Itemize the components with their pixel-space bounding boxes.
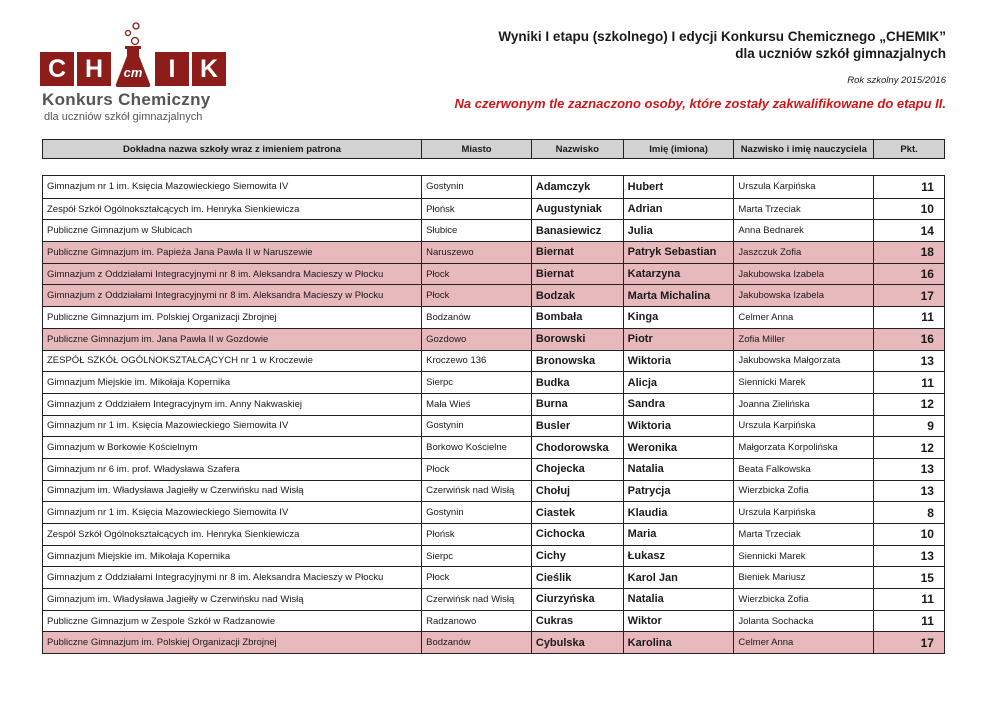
cell-city: Gozdowo [421,329,531,350]
cell-points: 17 [873,632,944,653]
cell-school: Gimnazjum z Oddziałami Integracyjnymi nr 8 im. Aleksandra Macieszy w Płocku [47,290,384,302]
cell-points: 9 [873,416,944,437]
cell-points: 17 [873,285,944,306]
cell-name: Karol Jan [623,567,734,588]
cell-points: 8 [873,502,944,523]
cell-name: Wiktor [623,611,734,632]
cell-name: Marta Michalina [623,285,734,306]
cell-points: 13 [873,481,944,502]
cell-points: 16 [873,264,944,285]
logo-letter-c: C [40,52,74,86]
cell-city: Czerwińsk nad Wisłą [421,481,531,502]
table-row [43,198,944,220]
cell-points: 10 [873,199,944,220]
cell-surname: Budka [531,372,623,393]
cell-teacher: Celmer Anna [733,307,873,328]
cell-teacher: Jakubowska Izabela [733,264,873,285]
cell-surname: Chojecka [531,459,623,480]
cell-school: Gimnazjum im. Władysława Jagiełły w Czerwińsku nad Wisłą [47,485,304,497]
cell-school: Gimnazjum z Oddziałami Integracyjnymi nr 8 im. Aleksandra Macieszy w Płocku [47,572,384,584]
cell-teacher: Jakubowska Małgorzata [733,351,873,372]
cell-surname: Biernat [531,264,623,285]
cell-surname: Chołuj [531,481,623,502]
flask-icon [114,52,152,86]
table-row [43,566,944,588]
table-row [43,631,944,653]
logo-letter-k: K [192,52,226,86]
cell-name: Maria [623,524,734,545]
logo-subtitle: dla uczniów szkół gimnazjalnych [44,111,203,123]
cell-school: ZESPÓŁ SZKÓŁ OGÓLNOKSZTAŁCĄCYCH nr 1 w Kroczewie [47,355,313,367]
cell-name: Klaudia [623,502,734,523]
table-header [42,139,945,159]
cell-points: 11 [873,307,944,328]
table-row [43,219,944,241]
table-row [43,306,944,328]
cell-surname: Adamczyk [531,176,623,198]
cell-points: 12 [873,394,944,415]
cell-surname: Biernat [531,242,623,263]
cell-teacher: Celmer Anna [733,632,873,653]
cell-city: Kroczewo 136 [421,351,531,372]
cell-school: Gimnazjum nr 1 im. Księcia Mazowieckiego Siemowita IV [47,507,289,519]
cell-name: Piotr [623,329,734,350]
cell-surname: Cichy [531,546,623,567]
table-row [43,610,944,632]
cell-teacher: Wierzbicka Zofia [733,481,873,502]
results-table [42,175,945,654]
table-row [43,588,944,610]
cell-teacher: Marta Trzeciak [733,199,873,220]
cell-name: Natalia [623,589,734,610]
cell-city: Bodzanów [421,632,531,653]
cell-name: Alicja [623,372,734,393]
cell-teacher: Joanna Zielińska [733,394,873,415]
cell-teacher: Urszula Karpińska [733,502,873,523]
cell-school: Publiczne Gimnazjum w Zespole Szkół w Radzanowie [47,615,276,627]
cell-teacher: Jakubowska Izabela [733,285,873,306]
cell-city: Płock [421,285,531,306]
cell-name: Weronika [623,437,734,458]
cell-name: Karolina [623,632,734,653]
cell-teacher: Siennicki Marek [733,546,873,567]
cell-city: Naruszewo [421,242,531,263]
cell-name: Julia [623,220,734,241]
logo-letter-cm: cm [123,65,143,80]
cell-city: Słubice [421,220,531,241]
cell-surname: Burna [531,394,623,415]
cell-school: Publiczne Gimnazjum im. Papieża Jana Pawła II w Naruszewie [47,246,313,258]
title-line-2: dla uczniów szkół gimnazjalnych [735,46,946,61]
cell-city: Radzanowo [421,611,531,632]
cell-school: Gimnazjum w Borkowie Kościelnym [47,442,198,454]
cell-surname: Bombała [531,307,623,328]
cell-name: Patrycja [623,481,734,502]
cell-teacher: Jolanta Sochacka [733,611,873,632]
cell-teacher: Marta Trzeciak [733,524,873,545]
cell-teacher: Jaszczuk Zofia [733,242,873,263]
cell-teacher: Siennicki Marek [733,372,873,393]
cell-name: Sandra [623,394,734,415]
cell-surname: Banasiewicz [531,220,623,241]
cell-city: Gostynin [421,502,531,523]
cell-points: 11 [873,589,944,610]
cell-city: Mała Wieś [421,394,531,415]
cell-points: 16 [873,329,944,350]
cell-city: Sierpc [421,372,531,393]
cell-school: Gimnazjum nr 1 im. Księcia Mazowieckiego Siemowita IV [47,420,289,432]
table-row [43,371,944,393]
cell-city: Płońsk [421,524,531,545]
cell-school: Zespół Szkół Ogólnokształcących im. Henryka Sienkiewicza [47,528,300,540]
table-row [43,328,944,350]
chemik-logo [40,20,220,130]
cell-city: Płock [421,459,531,480]
cell-teacher: Zofia Miller [733,329,873,350]
cell-city: Gostynin [421,416,531,437]
col-city: Miasto [421,140,531,158]
table-row [43,176,944,198]
cell-name: Wiktoria [623,351,734,372]
cell-surname: Chodorowska [531,437,623,458]
cell-points: 10 [873,524,944,545]
cell-name: Kinga [623,307,734,328]
cell-surname: Cieślik [531,567,623,588]
logo-title: Konkurs Chemiczny [42,90,211,109]
cell-surname: Ciastek [531,502,623,523]
cell-school: Zespół Szkół Ogólnokształcących im. Henryka Sienkiewicza [47,203,300,215]
table-row [43,393,944,415]
cell-school: Gimnazjum z Oddziałem Integracyjnym im. Anny Nakwaskiej [47,398,303,410]
cell-name: Natalia [623,459,734,480]
table-row [43,458,944,480]
cell-school: Gimnazjum z Oddziałami Integracyjnymi nr 8 im. Aleksandra Macieszy w Płocku [47,268,384,280]
table-row [43,350,944,372]
cell-city: Płock [421,264,531,285]
cell-teacher: Anna Bednarek [733,220,873,241]
cell-name: Łukasz [623,546,734,567]
cell-points: 11 [873,372,944,393]
cell-city: Czerwińsk nad Wisłą [421,589,531,610]
col-points: Pkt. [873,140,944,158]
table-row [43,480,944,502]
cell-teacher: Beata Falkowska [733,459,873,480]
cell-city: Bodzanów [421,307,531,328]
cell-surname: Borowski [531,329,623,350]
cell-teacher: Bieniek Mariusz [733,567,873,588]
qualification-notice: Na czerwonym tle zaznaczono osoby, które zostały zakwalifikowane do etapu II. [454,96,946,111]
cell-points: 12 [873,437,944,458]
cell-teacher: Urszula Karpińska [733,416,873,437]
school-year: Rok szkolny 2015/2016 [847,75,946,86]
cell-city: Sierpc [421,546,531,567]
logo-letter-h: H [77,52,111,86]
cell-points: 18 [873,242,944,263]
cell-name: Patryk Sebastian [623,242,734,263]
cell-city: Gostynin [421,176,531,198]
cell-surname: Augustyniak [531,199,623,220]
cell-points: 13 [873,459,944,480]
col-name: Imię (imiona) [623,140,734,158]
logo-letter-i: I [155,52,189,86]
cell-school: Gimnazjum nr 6 im. prof. Władysława Szafera [47,463,240,475]
cell-school: Publiczne Gimnazjum im. Polskiej Organizacji Zbrojnej [47,311,277,323]
cell-points: 15 [873,567,944,588]
cell-surname: Bronowska [531,351,623,372]
table-row [43,545,944,567]
cell-surname: Ciurzyńska [531,589,623,610]
table-row [43,241,944,263]
cell-city: Płońsk [421,199,531,220]
cell-surname: Cybulska [531,632,623,653]
cell-school: Gimnazjum Miejskie im. Mikołaja Kopernika [47,377,231,389]
cell-surname: Busler [531,416,623,437]
cell-name: Katarzyna [623,264,734,285]
title-line-1: Wyniki I etapu (szkolnego) I edycji Konkursu Chemicznego „CHEMIK” [498,29,946,44]
col-teacher: Nazwisko i imię nauczyciela [733,140,873,158]
cell-points: 13 [873,546,944,567]
table-row [43,436,944,458]
logo-tiles [40,52,226,86]
table-row [43,284,944,306]
cell-school: Gimnazjum nr 1 im. Księcia Mazowieckiego Siemowita IV [47,181,289,193]
cell-city: Płock [421,567,531,588]
cell-points: 11 [873,176,944,198]
cell-school: Gimnazjum Miejskie im. Mikołaja Kopernika [47,550,231,562]
document-header [455,28,946,111]
table-row [43,415,944,437]
table-row [43,263,944,285]
cell-school: Gimnazjum im. Władysława Jagiełły w Czerwińsku nad Wisłą [47,593,304,605]
cell-teacher: Urszula Karpińska [733,176,873,198]
cell-points: 11 [873,611,944,632]
cell-name: Hubert [623,176,734,198]
cell-school: Publiczne Gimnazjum im. Jana Pawła II w Gozdowie [47,333,269,345]
cell-teacher: Wierzbicka Zofia [733,589,873,610]
col-surname: Nazwisko [531,140,623,158]
cell-points: 14 [873,220,944,241]
cell-surname: Cukras [531,611,623,632]
cell-teacher: Małgorzata Korpolińska [733,437,873,458]
table-row [43,501,944,523]
col-school: Dokładna nazwa szkoły wraz z imieniem patrona [123,143,342,155]
cell-city: Borkowo Kościelne [421,437,531,458]
cell-name: Wiktoria [623,416,734,437]
cell-school: Publiczne Gimnazjum im. Polskiej Organizacji Zbrojnej [47,637,277,649]
cell-name: Adrian [623,199,734,220]
cell-surname: Cichocka [531,524,623,545]
cell-surname: Bodzak [531,285,623,306]
table-row [43,523,944,545]
cell-school: Publiczne Gimnazjum w Słubicach [47,225,193,237]
cell-points: 13 [873,351,944,372]
